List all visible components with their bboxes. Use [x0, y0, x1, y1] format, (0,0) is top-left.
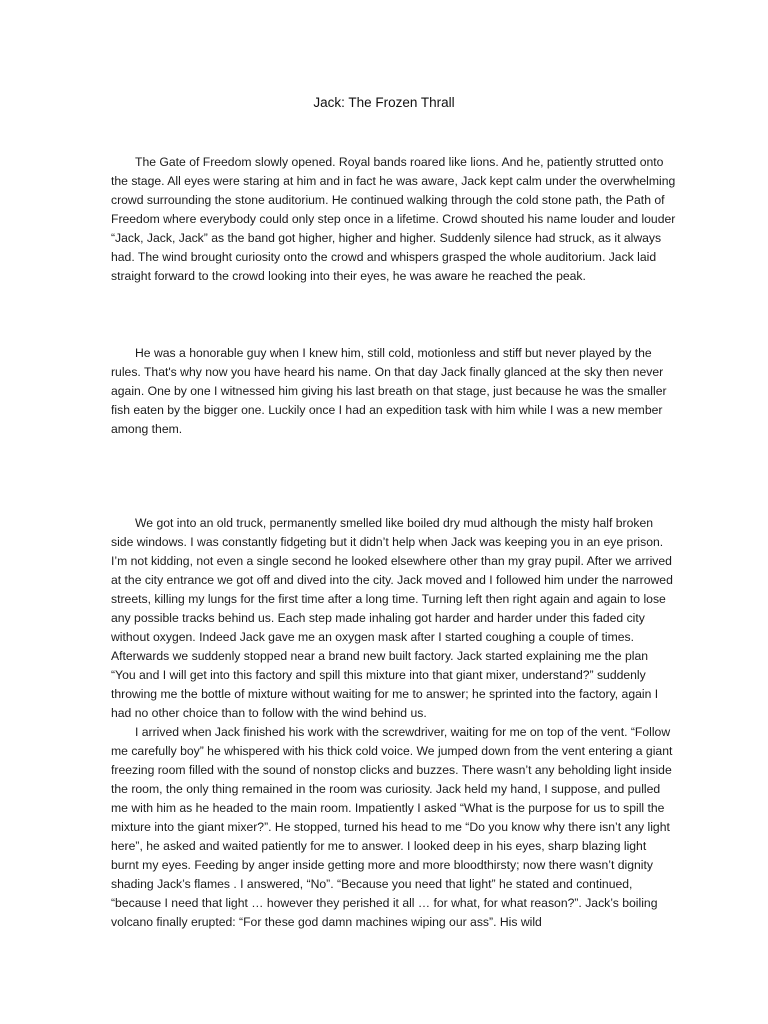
- document-title: Jack: The Frozen Thrall: [313, 95, 455, 110]
- paragraph-3: We got into an old truck, permanently smelled like boiled dry mud although the misty half broken side windows. I was constantly fidgeting but it didn’t help when Jack was keeping you in an eye prison. I’m not kidding, not even a single second he looked elsewhere other than my gray pupil. After we arrived at the city entrance we got off and dived into the city. Jack moved and I followed him under the narrowed streets, killing my lungs for the first time after a long time. Turning left then right again and again to lose any possible tracks behind us. Each step made inhaling got harder and harder under this faded city without oxygen. Indeed Jack gave me an oxygen mask after I started coughing a couple of times. Afterwards we suddenly stopped near a brand new built factory. Jack started explaining me the plan “You and I will get into this factory and spill this mixture into that giant mixer, understand?” suddenly throwing me the bottle of mixture without waiting for me to answer; he sprinted into the factory, again I had no other choice than to follow with the wind behind us.: [111, 516, 673, 720]
- paragraph-1: The Gate of Freedom slowly opened. Royal bands roared like lions. And he, patiently strutted onto the stage. All eyes were staring at him and in fact he was aware, Jack kept calm under the overwhelming crowd surrounding the stone auditorium. He continued walking through the cold stone path, the Path of Freedom where everybody could only step once in a lifetime. Crowd shouted his name louder and louder “Jack, Jack, Jack” as the band got higher, higher and higher. Suddenly silence had struck, as it always had. The wind brought curiosity onto the crowd and whispers grasped the whole auditorium. Jack laid straight forward to the crowd looking into their eyes, he was aware he reached the peak.: [111, 155, 676, 283]
- paragraph-2: He was a honorable guy when I knew him, still cold, motionless and stiff but never played by the rules. That's why now you have heard his name. On that day Jack finally glanced at the sky then never again. One by one I witnessed him giving his last breath on that stage, just because he was the smaller fish eaten by the bigger one. Luckily once I had an expedition task with him while I was a new member among them.: [111, 346, 667, 436]
- paragraph-4: I arrived when Jack finished his work with the screwdriver, waiting for me on top of the vent. “Follow me carefully boy” he whispered with his thick cold voice. We jumped down from the vent entering a giant freezing room filled with the sound of nonstop clicks and buzzes. There wasn’t any beholding light inside the room, the only thing remained in the room was curiosity. Jack held my hand, I suppose, and pulled me with him as he headed to the main room. Impatiently I asked “What is the purpose for us to spill the mixture into the giant mixer?”. He stopped, turned his head to me “Do you know why there isn’t any light here”, he asked and waited patiently for me to answer. I looked deep in his eyes, sharp blazing light burnt my eyes. Feeding by anger inside getting more and more bloodthirsty; now there wasn’t dignity shading Jack’s flames . I answered, “No”. “Because you need that light” he stated and continued, “because I need that light … however they perished it all … for what, for what reason?”. Jack’s boiling volcano finally erupted: “For these god damn machines wiping our ass”. His wild: [111, 725, 673, 929]
